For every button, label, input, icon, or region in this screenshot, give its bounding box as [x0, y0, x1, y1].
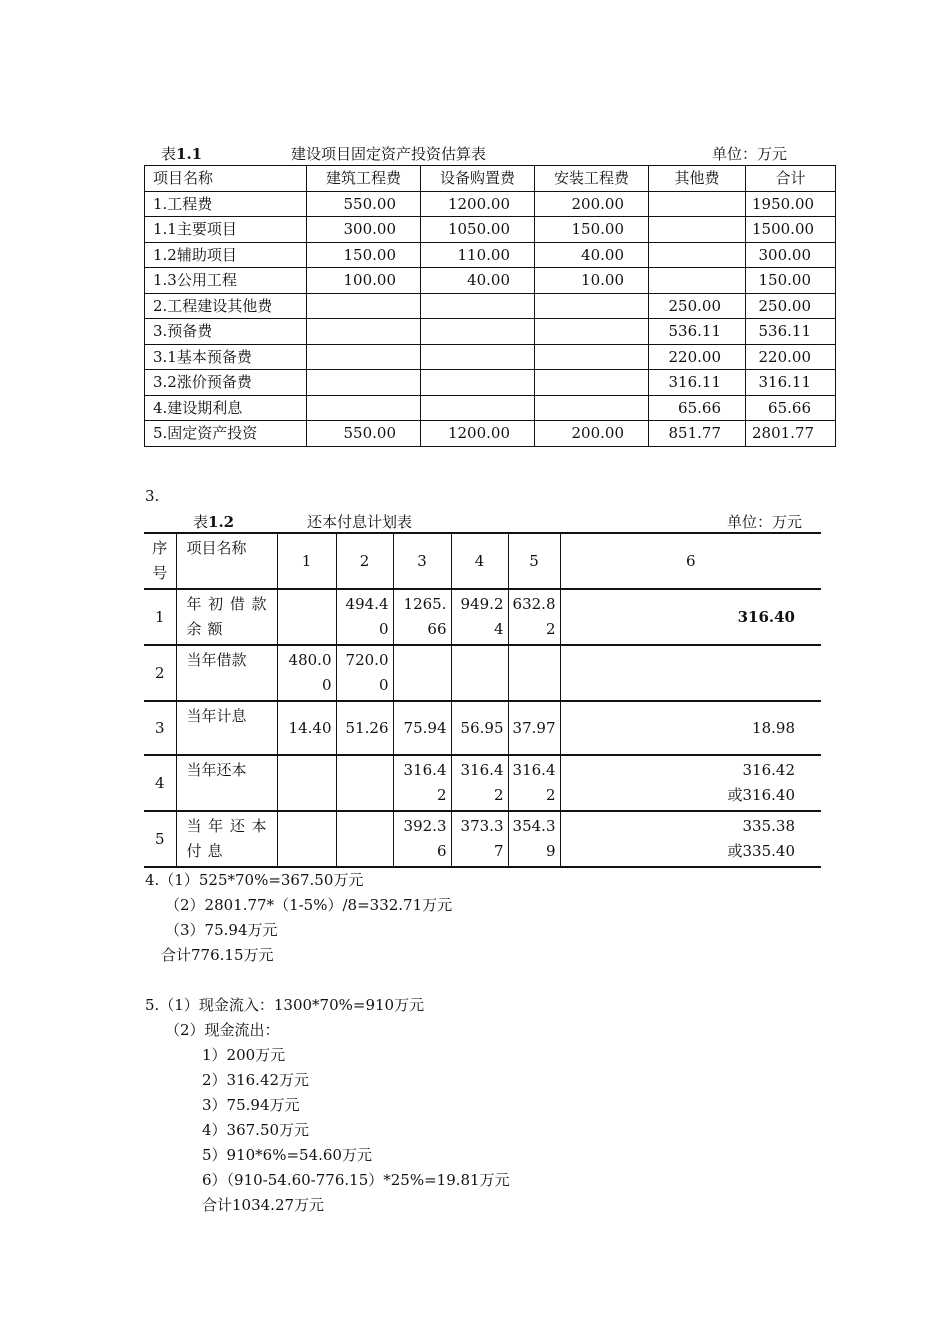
table2-header-cell: 项目名称 [176, 533, 277, 589]
table1-cell: 851.77 [649, 421, 746, 447]
table2-header-cell: 序号 [144, 533, 176, 589]
table1-unit: 单位：万元 [712, 145, 788, 163]
table1-cell: 550.00 [307, 421, 421, 447]
table2-cell: 720.00 [336, 645, 393, 701]
section4-total: 合计776.15万元 [161, 946, 274, 964]
table1-cell [307, 395, 421, 421]
table2-cell: 37.97 [508, 701, 560, 755]
table2-cell-year6 [560, 755, 821, 811]
table1-cell: 110.00 [421, 242, 535, 268]
table1-header-cell: 建筑工程费 [307, 166, 421, 192]
table1-row-label: 2.工程建设其他费 [145, 293, 307, 319]
table1-cell: 65.66 [649, 395, 746, 421]
table1-cell [649, 242, 746, 268]
table2-cell [508, 645, 560, 701]
table2-cell: 392.36 [393, 811, 451, 867]
table2-row-number: 4 [144, 755, 176, 811]
table1-title: 建设项目固定资产投资估算表 [291, 145, 487, 163]
table2-row [144, 645, 821, 701]
table2-cell: 316.42 [508, 755, 560, 811]
table1-cell [421, 293, 535, 319]
section4-line-2: （2）2801.77*（1-5%）/8=332.71万元 [165, 896, 453, 914]
table1-header-cell: 合计 [746, 166, 836, 192]
table1-row-label: 5.固定资产投资 [145, 421, 307, 447]
table1-cell [535, 319, 649, 345]
table1-row-label: 3.2涨价预备费 [145, 370, 307, 396]
table1-row-label: 1.3公用工程 [145, 268, 307, 294]
table1-header-row [145, 166, 836, 192]
section5-item-2: 2）316.42万元 [202, 1071, 310, 1089]
table1-cell [649, 268, 746, 294]
table1-row [145, 268, 836, 294]
table1-cell: 150.00 [746, 268, 836, 294]
table1-cell: 100.00 [307, 268, 421, 294]
table2-cell [277, 811, 336, 867]
table2-cell [336, 755, 393, 811]
table2-cell [336, 811, 393, 867]
table1-row [145, 217, 836, 243]
table1-cell: 10.00 [535, 268, 649, 294]
section5-item-4: 4）367.50万元 [202, 1121, 310, 1139]
table2-cell: 373.37 [451, 811, 508, 867]
table1-cell: 316.11 [746, 370, 836, 396]
investment-estimate-table [144, 165, 836, 447]
table1-cell [307, 319, 421, 345]
table1-cell [421, 344, 535, 370]
table1-cell: 250.00 [649, 293, 746, 319]
table1-row-label: 3.1基本预备费 [145, 344, 307, 370]
table1-cell [649, 191, 746, 217]
table1-cell: 250.00 [746, 293, 836, 319]
table2-cell [277, 589, 336, 645]
table1-row-label: 3.预备费 [145, 319, 307, 345]
table1-row [145, 293, 836, 319]
table2-year6-value: 316.42 [742, 761, 795, 779]
table2-cell: 949.24 [451, 589, 508, 645]
table1-header-cell: 设备购置费 [421, 166, 535, 192]
table1-cell: 200.00 [535, 421, 649, 447]
table1-cell [535, 370, 649, 396]
table2-row [144, 701, 821, 755]
table1-cell [307, 344, 421, 370]
table2-header-cell: 1 [277, 533, 336, 589]
table1-row-label: 1.工程费 [145, 191, 307, 217]
table1-cell: 1950.00 [746, 191, 836, 217]
table1-cell: 1200.00 [421, 191, 535, 217]
table2-cell: 75.94 [393, 701, 451, 755]
table2-cell-year6 [560, 701, 821, 755]
table2-header-cell: 4 [451, 533, 508, 589]
table1-cell: 550.00 [307, 191, 421, 217]
table2-header-cell: 3 [393, 533, 451, 589]
table1-row-label: 1.1主要项目 [145, 217, 307, 243]
table1-cell [307, 293, 421, 319]
table1-row [145, 319, 836, 345]
table1-row [145, 370, 836, 396]
section3-label: 3. [145, 487, 160, 505]
table2-cell: 494.40 [336, 589, 393, 645]
table1-cell: 40.00 [421, 268, 535, 294]
table2-row [144, 589, 821, 645]
table1-cell: 300.00 [746, 242, 836, 268]
table2-unit: 单位：万元 [727, 513, 803, 531]
table1-cell: 200.00 [535, 191, 649, 217]
table2-header-row [144, 533, 821, 589]
table1-row [145, 191, 836, 217]
table1-cell: 150.00 [307, 242, 421, 268]
table2-cell: 316.42 [393, 755, 451, 811]
table2-row-label: 当年借款 [176, 645, 277, 701]
table2-year6-alt-value: 或335.40 [727, 842, 795, 860]
table2-cell: 632.82 [508, 589, 560, 645]
repayment-plan-table [144, 532, 821, 868]
section5-line-1: 5.（1）现金流入：1300*70%=910万元 [145, 996, 425, 1014]
section5-item-6: 6）（910-54.60-776.15）*25%=19.81万元 [202, 1171, 510, 1189]
table1-cell: 1500.00 [746, 217, 836, 243]
table1-cell: 2801.77 [746, 421, 836, 447]
section5-item-5: 5）910*6%=54.60万元 [202, 1146, 372, 1164]
table2-title: 还本付息计划表 [307, 513, 413, 531]
table2-cell [393, 645, 451, 701]
table1-header-cell: 项目名称 [145, 166, 307, 192]
table2-row-number: 5 [144, 811, 176, 867]
table1-label: 表1.1 [161, 145, 203, 163]
table2-row-label: 当年计息 [176, 701, 277, 755]
section4-line-1: 4.（1）525*70%=367.50万元 [145, 871, 364, 889]
table2-row [144, 811, 821, 867]
table2-row-number: 1 [144, 589, 176, 645]
table1-cell: 1200.00 [421, 421, 535, 447]
table1-cell [535, 395, 649, 421]
table2-cell [451, 645, 508, 701]
table1-cell: 536.11 [649, 319, 746, 345]
table2-cell: 354.39 [508, 811, 560, 867]
table1-cell: 300.00 [307, 217, 421, 243]
table2-year6-value: 335.38 [742, 817, 795, 835]
table1-cell: 150.00 [535, 217, 649, 243]
table2-row-label: 当年还本 [176, 755, 277, 811]
table2-year6-value: 18.98 [752, 718, 795, 737]
table1-header-cell: 其他费 [649, 166, 746, 192]
table2-header-cell: 2 [336, 533, 393, 589]
table1-row [145, 344, 836, 370]
table1-cell [535, 344, 649, 370]
table1-row [145, 242, 836, 268]
table2-cell: 480.00 [277, 645, 336, 701]
table2-header-cell: 6 [560, 533, 821, 589]
table2-label: 表1.2 [193, 513, 235, 531]
table2-cell-year6 [560, 811, 821, 867]
table2-cell-year6 [560, 645, 821, 701]
table2-cell: 316.42 [451, 755, 508, 811]
table2-row [144, 755, 821, 811]
table1-cell: 536.11 [746, 319, 836, 345]
table1-row-label: 1.2辅助项目 [145, 242, 307, 268]
section5-item-3: 3）75.94万元 [202, 1096, 300, 1114]
table1-row [145, 421, 836, 447]
section5-total: 合计1034.27万元 [202, 1196, 325, 1214]
table1-cell: 1050.00 [421, 217, 535, 243]
table2-year6-value: 316.40 [737, 607, 795, 626]
section5-line-2: （2）现金流出： [165, 1021, 280, 1039]
table2-row-number: 3 [144, 701, 176, 755]
table2-cell [277, 755, 336, 811]
table2-row-label: 年初借款余额 [176, 589, 277, 645]
table1-cell [307, 370, 421, 396]
table2-header-cell: 5 [508, 533, 560, 589]
table1-cell: 316.11 [649, 370, 746, 396]
section4-line-3: （3）75.94万元 [165, 921, 278, 939]
table1-cell: 40.00 [535, 242, 649, 268]
table1-cell [421, 319, 535, 345]
table2-row-label: 当年还本付息 [176, 811, 277, 867]
table1-row [145, 395, 836, 421]
table2-row-number: 2 [144, 645, 176, 701]
table2-cell: 1265.66 [393, 589, 451, 645]
table2-cell-year6 [560, 589, 821, 645]
table2-cell: 56.95 [451, 701, 508, 755]
table1-cell [649, 217, 746, 243]
table1-cell: 65.66 [746, 395, 836, 421]
table2-year6-alt-value: 或316.40 [727, 786, 795, 804]
table1-cell: 220.00 [649, 344, 746, 370]
table1-cell [535, 293, 649, 319]
table1-row-label: 4.建设期利息 [145, 395, 307, 421]
table1-cell: 220.00 [746, 344, 836, 370]
table1-cell [421, 370, 535, 396]
table1-header-cell: 安装工程费 [535, 166, 649, 192]
section5-item-1: 1）200万元 [202, 1046, 286, 1064]
table2-cell: 14.40 [277, 701, 336, 755]
table1-cell [421, 395, 535, 421]
table2-cell: 51.26 [336, 701, 393, 755]
